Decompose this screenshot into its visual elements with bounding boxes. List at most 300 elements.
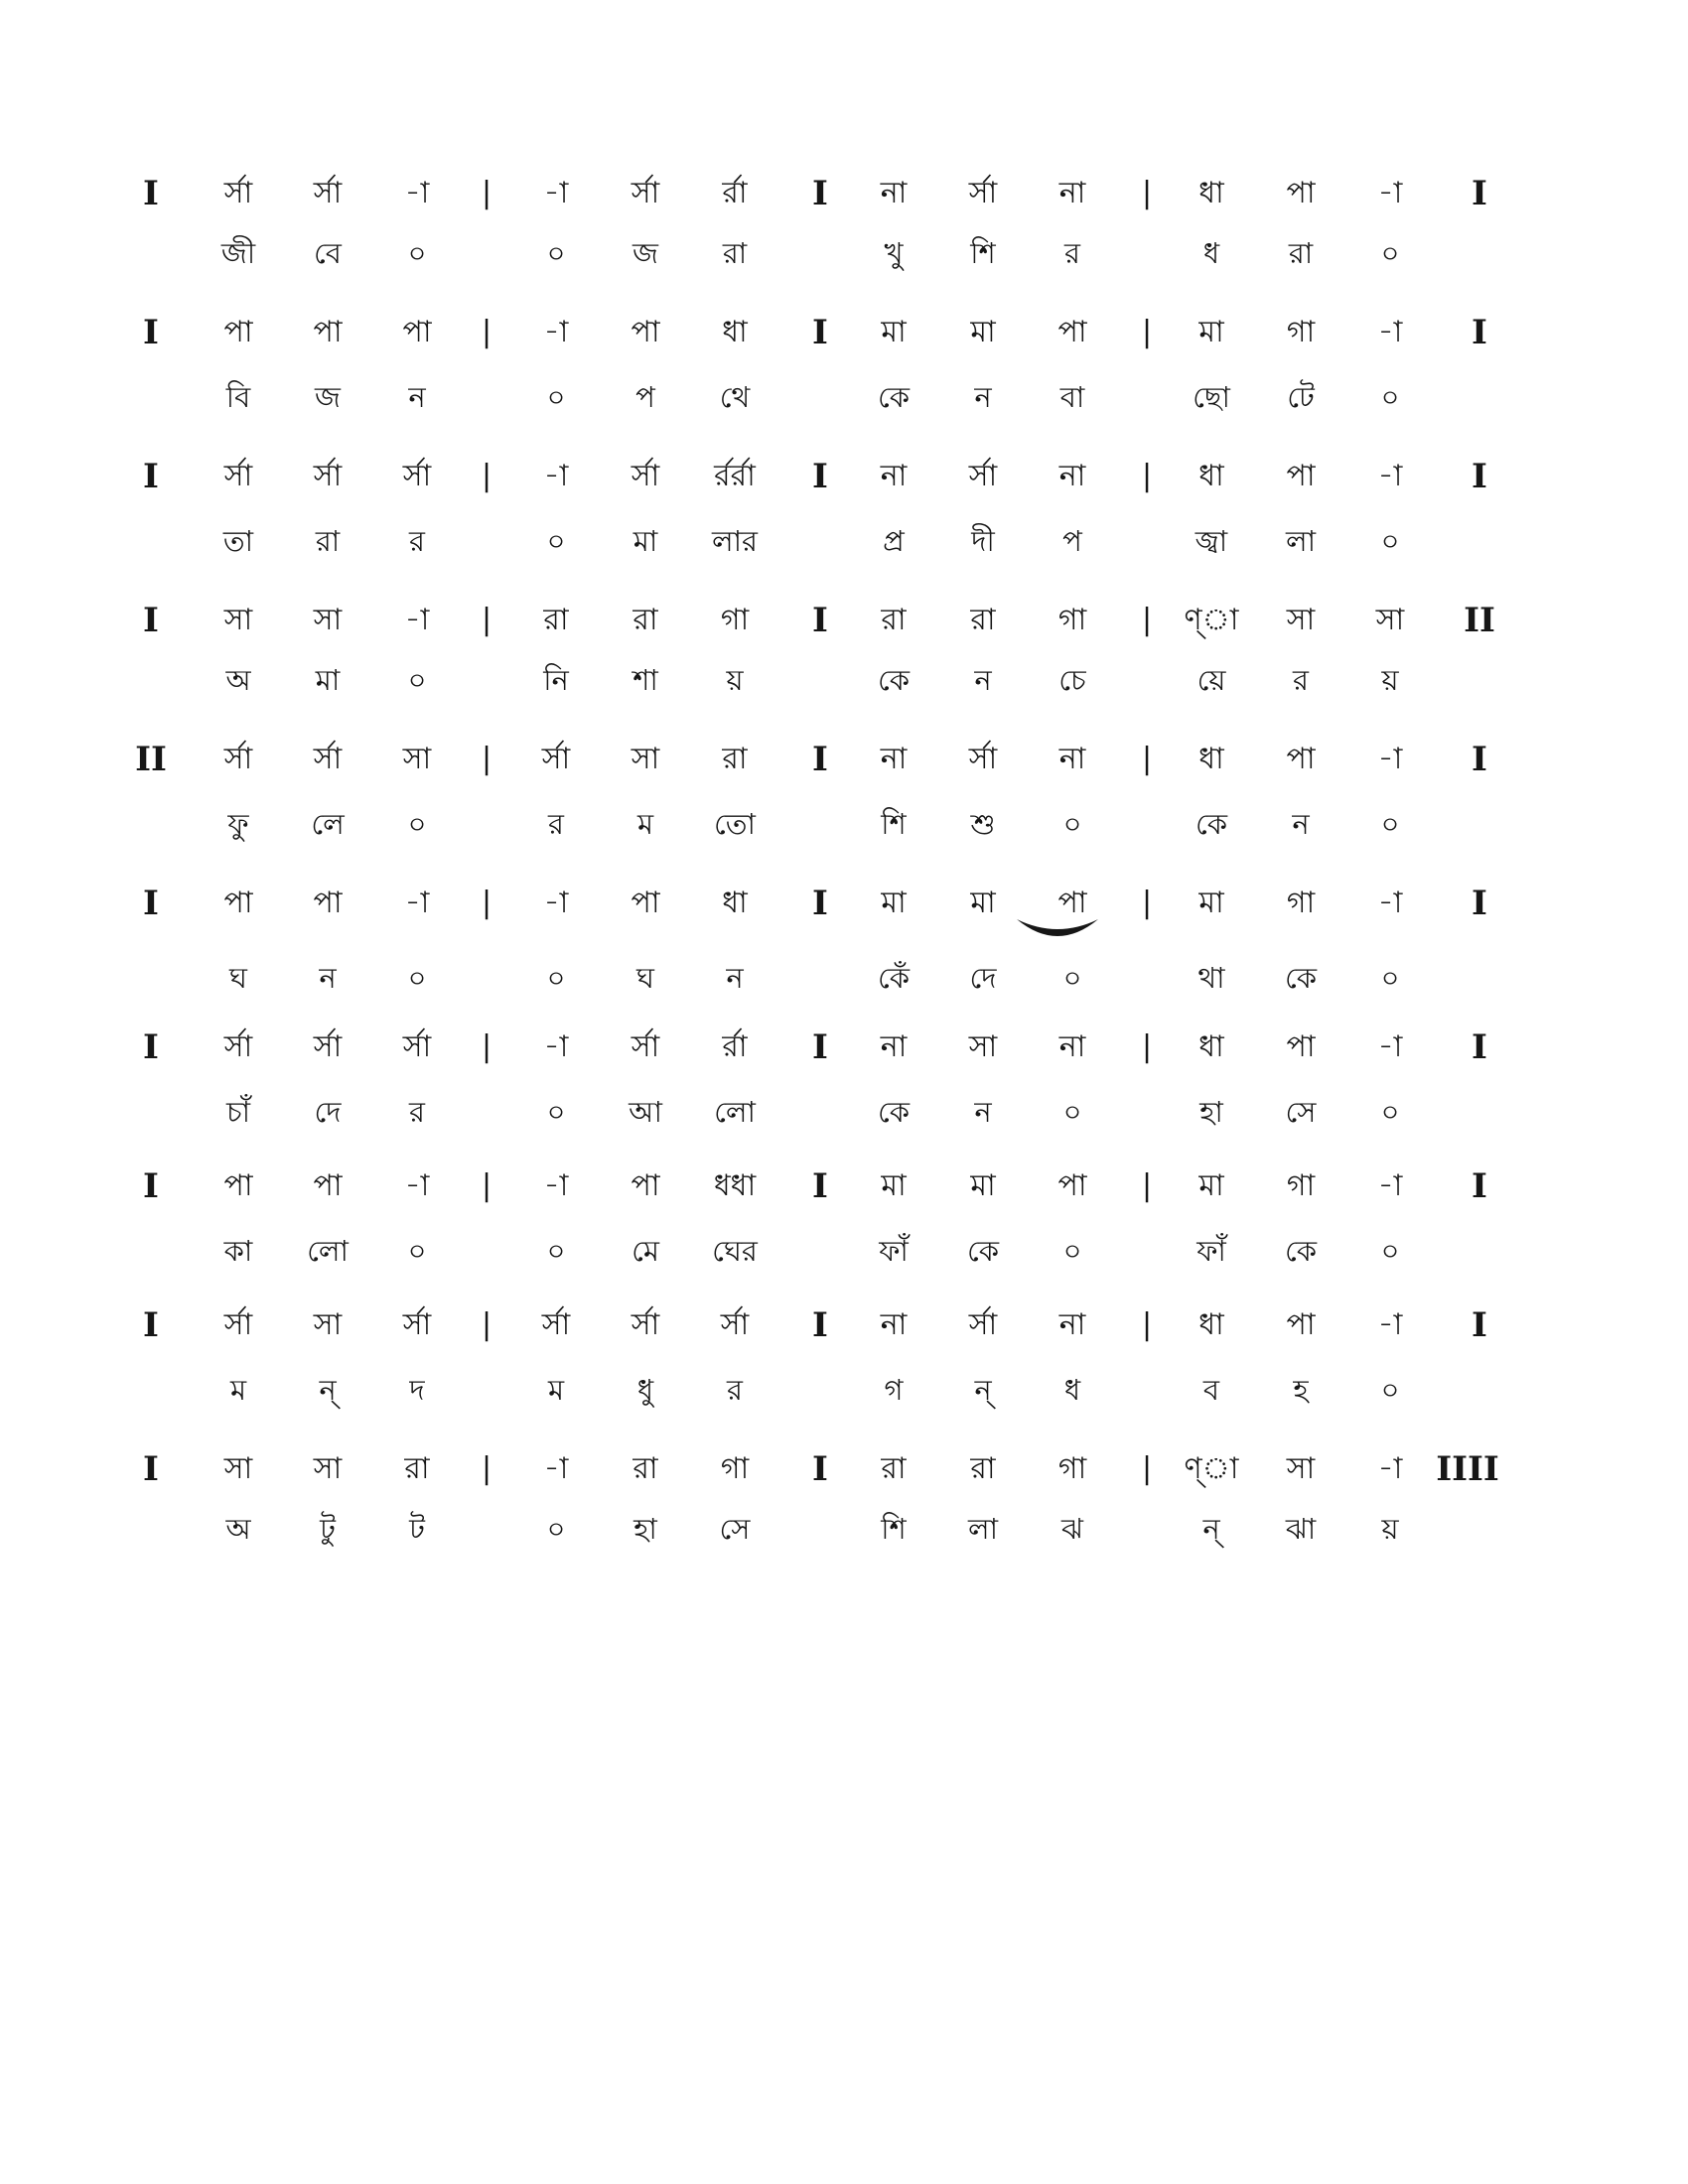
note-cell: গা xyxy=(1286,315,1316,349)
lyric-syllable: বা xyxy=(1059,380,1085,414)
note-cell: গা xyxy=(1057,603,1087,637)
note-cell: -া xyxy=(543,1451,569,1486)
lyric-syllable: তো xyxy=(714,807,756,841)
note-cell: না xyxy=(880,176,908,210)
note-cell: ধা xyxy=(1198,176,1224,210)
lyric-syllable: সে xyxy=(719,1512,751,1546)
lyric-syllable: নি xyxy=(543,663,569,697)
bar-line: | xyxy=(481,886,492,920)
lyric-syllable: মে xyxy=(632,1234,659,1268)
lyric-syllable: অ xyxy=(225,1512,251,1546)
note-cell: -া xyxy=(1377,1451,1403,1486)
lyric-syllable: প xyxy=(635,380,655,414)
note-cell: -া xyxy=(404,603,430,637)
lyric-syllable: ন xyxy=(974,380,992,414)
lyric-syllable: ন xyxy=(726,961,744,995)
lyric-syllable: ঝ xyxy=(1061,1512,1083,1546)
note-cell: মা xyxy=(970,886,996,920)
lyric-syllable: ০ xyxy=(546,236,566,270)
note-cell: পা xyxy=(313,886,343,920)
note-cell: র্সা xyxy=(402,1029,432,1064)
lyric-row xyxy=(0,650,1688,710)
note-cell: পা xyxy=(313,1168,343,1203)
bar-line: | xyxy=(1141,1307,1153,1342)
bar-line: I xyxy=(1472,884,1487,923)
lyric-syllable: ঘ xyxy=(229,961,247,995)
note-cell: মা xyxy=(1198,886,1224,920)
lyric-syllable: খু xyxy=(884,236,904,270)
bar-line: I xyxy=(143,313,159,352)
lyric-syllable: শি xyxy=(881,1512,907,1546)
note-cell: -া xyxy=(1377,176,1403,210)
lyric-syllable: ০ xyxy=(407,236,427,270)
note-cell: সা xyxy=(223,603,253,637)
note-cell: র্সা xyxy=(402,1307,432,1342)
lyric-syllable: য় xyxy=(726,663,744,697)
bar-line: I xyxy=(143,1449,159,1489)
note-cell: না xyxy=(1058,176,1086,210)
lyric-syllable: ধ xyxy=(1202,236,1220,270)
note-cell: গা xyxy=(720,1451,750,1486)
lyric-syllable: ঝা xyxy=(1285,1512,1317,1546)
note-cell: মা xyxy=(1198,1168,1224,1203)
note-cell: পা xyxy=(402,315,432,349)
note-cell: না xyxy=(880,1029,908,1064)
lyric-syllable: কে xyxy=(966,1234,1000,1268)
notation-row xyxy=(0,874,1688,933)
note-cell: পা xyxy=(1286,459,1316,493)
note-cell: পা xyxy=(631,1168,660,1203)
lyric-syllable: ব xyxy=(1202,1373,1220,1407)
bar-line: I xyxy=(1472,1166,1487,1206)
note-cell: -া xyxy=(1377,886,1403,920)
note-cell: র্সা xyxy=(968,742,998,776)
lyric-syllable: লার xyxy=(712,524,758,558)
lyric-syllable: প্র xyxy=(883,524,905,558)
bar-line: I xyxy=(1472,313,1487,352)
note-cell: র্সা xyxy=(631,1307,660,1342)
note-cell: র্সা xyxy=(313,742,343,776)
lyric-syllable: দী xyxy=(971,524,995,558)
note-cell: সা xyxy=(1286,1451,1316,1486)
note-cell: র্সা xyxy=(631,176,660,210)
bar-line: II xyxy=(1464,601,1495,640)
note-cell: গা xyxy=(1057,1451,1087,1486)
lyric-syllable: কে xyxy=(1195,807,1228,841)
note-cell: পা xyxy=(313,315,343,349)
lyric-syllable: রা xyxy=(315,524,341,558)
note-cell: র্সা xyxy=(223,176,253,210)
bar-line: I xyxy=(143,1305,159,1345)
lyric-syllable: রা xyxy=(722,236,748,270)
bar-line: I xyxy=(143,1166,159,1206)
lyric-syllable: টু xyxy=(320,1512,336,1546)
lyric-syllable: হা xyxy=(1199,1095,1223,1129)
note-cell: র্সা xyxy=(223,459,253,493)
note-cell: র্সা xyxy=(720,1307,750,1342)
note-cell: -া xyxy=(404,886,430,920)
lyric-syllable: ০ xyxy=(546,961,566,995)
bar-line: I xyxy=(812,174,828,213)
lyric-syllable: ০ xyxy=(1380,961,1400,995)
note-cell: রা xyxy=(633,1451,658,1486)
lyric-syllable: থে xyxy=(719,380,751,414)
note-cell: পা xyxy=(1286,176,1316,210)
lyric-syllable: দে xyxy=(314,1095,342,1129)
lyric-syllable: ন্ xyxy=(319,1373,337,1407)
lyric-syllable: য় xyxy=(1381,1512,1399,1546)
note-cell: রা xyxy=(881,1451,907,1486)
lyric-syllable: গ xyxy=(884,1373,904,1407)
note-cell: পা xyxy=(223,886,253,920)
notation-row xyxy=(0,447,1688,506)
lyric-syllable: ঘের xyxy=(712,1234,758,1268)
note-cell: মা xyxy=(1198,315,1224,349)
bar-line: | xyxy=(481,1029,492,1064)
note-cell: ধা xyxy=(1198,1307,1224,1342)
lyric-syllable: ম xyxy=(636,807,654,841)
notation-row xyxy=(0,730,1688,789)
lyric-syllable: জী xyxy=(220,236,256,270)
lyric-syllable: প xyxy=(1062,524,1082,558)
lyric-syllable: ০ xyxy=(546,1234,566,1268)
lyric-syllable: ০ xyxy=(1380,1095,1400,1129)
lyric-syllable: ন xyxy=(974,663,992,697)
note-cell: না xyxy=(1058,1307,1086,1342)
lyric-row xyxy=(0,948,1688,1008)
bar-line: I xyxy=(1472,1027,1487,1067)
notation-row xyxy=(0,164,1688,223)
note-cell: র্সা xyxy=(402,459,432,493)
bar-line: I xyxy=(812,1449,828,1489)
note-cell: পা xyxy=(1286,742,1316,776)
lyric-syllable: দ xyxy=(409,1373,425,1407)
bar-line: | xyxy=(481,459,492,493)
note-cell: সা xyxy=(223,1451,253,1486)
lyric-syllable: র xyxy=(727,1373,743,1407)
note-cell: -া xyxy=(543,1029,569,1064)
lyric-syllable: র xyxy=(409,1095,425,1129)
note-cell: র্সা xyxy=(313,459,343,493)
lyric-syllable: য় xyxy=(1381,663,1399,697)
note-cell: -া xyxy=(1377,742,1403,776)
lyric-syllable: ধ xyxy=(1063,1373,1081,1407)
lyric-row xyxy=(0,1082,1688,1142)
bar-line: I xyxy=(812,313,828,352)
lyric-syllable: ম xyxy=(229,1373,247,1407)
note-cell: রা xyxy=(543,603,569,637)
bar-line: | xyxy=(481,1168,492,1203)
lyric-syllable: চাঁ xyxy=(225,1095,251,1129)
note-cell: -া xyxy=(404,1168,430,1203)
note-cell: পা xyxy=(223,1168,253,1203)
note-cell: সা xyxy=(968,1029,998,1064)
note-cell: পা xyxy=(1286,1029,1316,1064)
note-cell: না xyxy=(880,742,908,776)
bar-line: I xyxy=(143,457,159,496)
note-cell: গা xyxy=(720,603,750,637)
lyric-syllable: কা xyxy=(223,1234,253,1268)
note-cell: র্রা xyxy=(722,1029,748,1064)
lyric-syllable: ০ xyxy=(1062,1234,1082,1268)
note-cell: রা xyxy=(970,603,996,637)
lyric-syllable: ফাঁ xyxy=(879,1234,909,1268)
bar-line: | xyxy=(1141,315,1153,349)
lyric-syllable: কে xyxy=(877,1095,911,1129)
bar-line: I xyxy=(812,884,828,923)
lyric-syllable: থা xyxy=(1197,961,1225,995)
note-cell: -া xyxy=(543,176,569,210)
note-cell: -া xyxy=(1377,315,1403,349)
lyric-syllable: চে xyxy=(1058,663,1086,697)
lyric-syllable: হা xyxy=(633,1512,657,1546)
lyric-syllable: র xyxy=(548,807,564,841)
lyric-syllable: ট xyxy=(409,1512,425,1546)
bar-line: | xyxy=(481,176,492,210)
lyric-syllable: আ xyxy=(629,1095,662,1129)
lyric-syllable: কে xyxy=(1284,961,1318,995)
note-cell: -া xyxy=(1377,1029,1403,1064)
lyric-syllable: ০ xyxy=(546,524,566,558)
note-cell: মা xyxy=(970,1168,996,1203)
lyric-syllable: সে xyxy=(1285,1095,1317,1129)
lyric-syllable: ন xyxy=(974,1095,992,1129)
note-cell: র্সা xyxy=(223,742,253,776)
note-cell: রা xyxy=(722,742,748,776)
bar-line: I xyxy=(812,1305,828,1345)
lyric-syllable: ০ xyxy=(1380,1234,1400,1268)
note-cell: ধা xyxy=(1198,459,1224,493)
lyric-syllable: কে xyxy=(877,663,911,697)
lyric-syllable: ০ xyxy=(1380,807,1400,841)
lyric-syllable: ন xyxy=(408,380,426,414)
lyric-syllable: কে xyxy=(1284,1234,1318,1268)
notation-row xyxy=(0,1439,1688,1499)
note-cell: -া xyxy=(543,1168,569,1203)
note-cell: ধা xyxy=(722,886,748,920)
lyric-syllable: ০ xyxy=(407,961,427,995)
note-cell: পা xyxy=(1286,1307,1316,1342)
note-cell: সা xyxy=(402,742,432,776)
lyric-row xyxy=(0,223,1688,283)
note-cell: মা xyxy=(881,315,907,349)
lyric-syllable: তা xyxy=(222,524,254,558)
bar-line: I xyxy=(812,1166,828,1206)
note-cell: র্সা xyxy=(541,742,571,776)
lyric-syllable: দে xyxy=(969,961,997,995)
lyric-syllable: ০ xyxy=(407,1234,427,1268)
lyric-syllable: ০ xyxy=(1380,524,1400,558)
note-cell: ধা xyxy=(1198,742,1224,776)
note-cell: পা xyxy=(1057,1168,1087,1203)
note-cell: মা xyxy=(970,315,996,349)
note-cell: র্রর্রা xyxy=(714,459,756,493)
lyric-row xyxy=(0,1221,1688,1281)
bar-line: | xyxy=(481,742,492,776)
lyric-syllable: লা xyxy=(967,1512,999,1546)
note-cell: রা xyxy=(633,603,658,637)
note-cell: পা xyxy=(631,315,660,349)
bar-line: I xyxy=(1472,740,1487,779)
lyric-row xyxy=(0,1360,1688,1420)
note-cell: পা xyxy=(631,886,660,920)
note-cell: র্সা xyxy=(631,1029,660,1064)
lyric-syllable: টে xyxy=(1287,380,1315,414)
lyric-row xyxy=(0,794,1688,854)
lyric-syllable: শি xyxy=(970,236,996,270)
bar-line: II xyxy=(135,740,167,779)
note-cell: না xyxy=(1058,742,1086,776)
notation-row xyxy=(0,1018,1688,1077)
lyric-syllable: শি xyxy=(881,807,907,841)
lyric-syllable: ম xyxy=(547,1373,565,1407)
note-cell: পা xyxy=(1057,886,1087,920)
bar-line: I xyxy=(1472,174,1487,213)
bar-line: I xyxy=(1472,457,1487,496)
lyric-syllable: লা xyxy=(1285,524,1317,558)
note-cell: -া xyxy=(543,315,569,349)
bar-line: I xyxy=(1472,1305,1487,1345)
note-cell: না xyxy=(1058,459,1086,493)
lyric-syllable: র xyxy=(409,524,425,558)
bar-line: I xyxy=(812,1027,828,1067)
lyric-syllable: ০ xyxy=(407,663,427,697)
lyric-row xyxy=(0,367,1688,427)
lyric-syllable: ন্ xyxy=(1202,1512,1220,1546)
lyric-syllable: ০ xyxy=(546,1512,566,1546)
note-cell: র্সা xyxy=(968,176,998,210)
note-cell: -া xyxy=(1377,1307,1403,1342)
note-cell: গা xyxy=(1286,1168,1316,1203)
bar-line: | xyxy=(1141,603,1153,637)
lyric-syllable: শু xyxy=(970,807,996,841)
lyric-syllable: জ xyxy=(633,236,658,270)
lyric-syllable: ন্ xyxy=(974,1373,992,1407)
lyric-syllable: মা xyxy=(315,663,341,697)
note-cell: সা xyxy=(313,1451,343,1486)
note-cell: সা xyxy=(313,1307,343,1342)
note-cell: র্সা xyxy=(313,1029,343,1064)
lyric-syllable: ফু xyxy=(227,807,249,841)
lyric-syllable: র xyxy=(1293,663,1309,697)
bar-line: | xyxy=(1141,886,1153,920)
bar-line: | xyxy=(481,1307,492,1342)
lyric-syllable: ঘ xyxy=(636,961,654,995)
note-cell: র্সা xyxy=(968,459,998,493)
bar-line: | xyxy=(1141,1451,1153,1486)
lyric-syllable: ০ xyxy=(1380,380,1400,414)
note-cell: ণ্া xyxy=(1184,1451,1239,1486)
note-cell: র্রা xyxy=(722,176,748,210)
note-cell: র্সা xyxy=(223,1029,253,1064)
lyric-syllable: ০ xyxy=(1380,236,1400,270)
note-cell: না xyxy=(880,459,908,493)
bar-line: | xyxy=(481,315,492,349)
lyric-syllable: ন xyxy=(319,961,337,995)
notation-row xyxy=(0,303,1688,362)
bar-line: | xyxy=(1141,742,1153,776)
notation-row xyxy=(0,591,1688,650)
notation-row xyxy=(0,1296,1688,1355)
lyric-syllable: লে xyxy=(311,807,345,841)
note-cell: র্সা xyxy=(631,459,660,493)
lyric-syllable: ছো xyxy=(1193,380,1230,414)
note-cell: পা xyxy=(1057,315,1087,349)
bar-line: I xyxy=(143,601,159,640)
notation-row xyxy=(0,1157,1688,1216)
lyric-syllable: য়ে xyxy=(1196,663,1226,697)
note-cell: -া xyxy=(543,886,569,920)
note-cell: রা xyxy=(404,1451,430,1486)
lyric-syllable: বে xyxy=(314,236,342,270)
note-cell: -া xyxy=(404,176,430,210)
note-cell: মা xyxy=(881,1168,907,1203)
lyric-syllable: ন xyxy=(1292,807,1310,841)
lyric-syllable: অ xyxy=(225,663,251,697)
note-cell: -া xyxy=(543,459,569,493)
note-cell: ধা xyxy=(722,315,748,349)
note-cell: র্সা xyxy=(313,176,343,210)
bar-line: I xyxy=(812,457,828,496)
note-cell: রা xyxy=(970,1451,996,1486)
note-cell: না xyxy=(1058,1029,1086,1064)
bar-line: | xyxy=(1141,459,1153,493)
lyric-syllable: ০ xyxy=(407,807,427,841)
lyric-syllable: ০ xyxy=(1062,1095,1082,1129)
lyric-syllable: ০ xyxy=(1062,807,1082,841)
bar-line: | xyxy=(1141,1168,1153,1203)
note-cell: সা xyxy=(1286,603,1316,637)
note-cell: ধধা xyxy=(713,1168,757,1203)
bar-line: I xyxy=(143,1027,159,1067)
lyric-syllable: কে xyxy=(877,380,911,414)
lyric-syllable: ধু xyxy=(636,1373,654,1407)
bar-line: I xyxy=(143,174,159,213)
note-cell: সা xyxy=(1375,603,1405,637)
lyric-syllable: র xyxy=(1064,236,1080,270)
note-cell: -া xyxy=(1377,1168,1403,1203)
bar-line: | xyxy=(481,1451,492,1486)
bar-line: | xyxy=(481,603,492,637)
note-cell: পা xyxy=(223,315,253,349)
note-cell: মা xyxy=(881,886,907,920)
note-cell: না xyxy=(880,1307,908,1342)
lyric-syllable: মা xyxy=(633,524,658,558)
lyric-syllable: লো xyxy=(307,1234,349,1268)
lyric-syllable: ফাঁ xyxy=(1196,1234,1226,1268)
bar-line: I xyxy=(812,601,828,640)
lyric-syllable: শা xyxy=(633,663,658,697)
lyric-syllable: কেঁ xyxy=(877,961,911,995)
lyric-row xyxy=(0,1499,1688,1559)
note-cell: র্সা xyxy=(968,1307,998,1342)
lyric-syllable: লো xyxy=(714,1095,756,1129)
lyric-syllable: রা xyxy=(1288,236,1314,270)
bar-line: | xyxy=(1141,176,1153,210)
bar-line: I xyxy=(143,884,159,923)
lyric-syllable: ০ xyxy=(1062,961,1082,995)
note-cell: র্সা xyxy=(541,1307,571,1342)
note-cell: ণ্া xyxy=(1184,603,1239,637)
note-cell: -া xyxy=(1377,459,1403,493)
bar-line: | xyxy=(1141,1029,1153,1064)
lyric-syllable: ০ xyxy=(546,1095,566,1129)
bar-line: IIII xyxy=(1436,1449,1499,1489)
note-cell: গা xyxy=(1286,886,1316,920)
bar-line: I xyxy=(812,740,828,779)
lyric-syllable: জ্বা xyxy=(1195,524,1228,558)
lyric-syllable: বি xyxy=(225,380,251,414)
